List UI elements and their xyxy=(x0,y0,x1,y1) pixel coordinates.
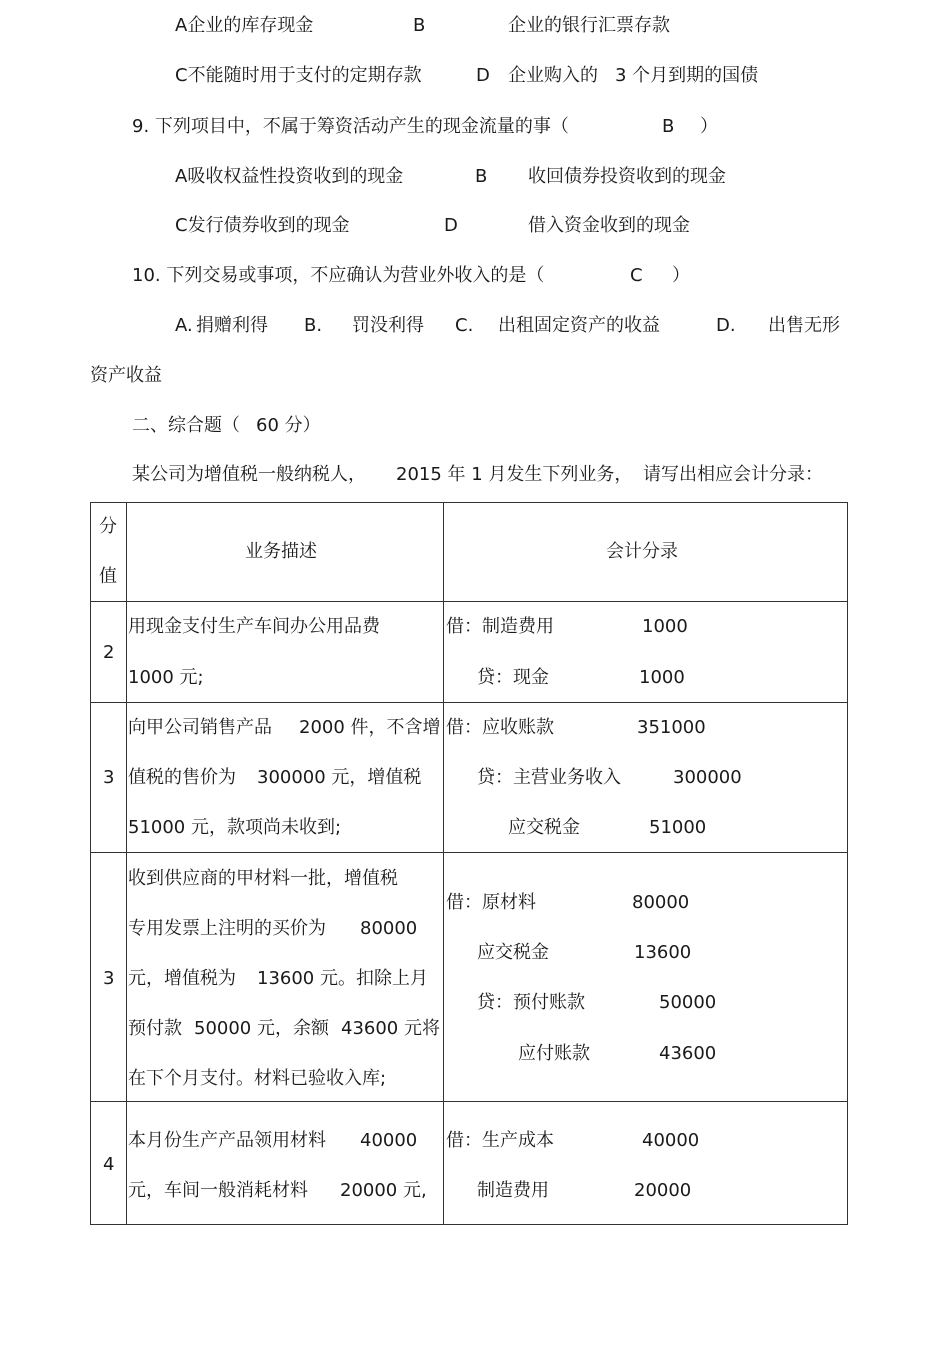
q10-option-a-letter: A. xyxy=(175,315,193,336)
row1-desc-line: 用现金支付生产车间办公用品费 xyxy=(128,616,380,637)
row1-entry-amount: 1000 xyxy=(639,667,685,688)
row4-entry-account: 借：生产成本 xyxy=(446,1130,554,1151)
row3-entry-account: 贷：预付账款 xyxy=(477,992,585,1013)
q10-option-a: 捐赠利得 xyxy=(196,315,268,336)
q10-close: ） xyxy=(672,265,690,286)
row4-desc-line: 40000 xyxy=(360,1130,418,1151)
row3-desc-line: 元，增值税为 xyxy=(128,968,236,989)
row2-score: 3 xyxy=(103,767,115,788)
q9-option-b-letter: B xyxy=(475,166,488,187)
q10-option-b: 罚没利得 xyxy=(352,315,424,336)
q8-option-d-letter: D xyxy=(476,65,490,86)
q9-option-d-letter: D xyxy=(444,215,458,236)
q8-option-c: C不能随时用于支付的定期存款 xyxy=(175,65,422,86)
row2-entry-account: 应交税金 xyxy=(508,817,580,838)
row3-desc-line: 13600 元。扣除上月 xyxy=(257,968,428,989)
row3-entry-amount: 13600 xyxy=(634,942,692,963)
row2-desc-line: 51000 元，款项尚未收到; xyxy=(128,817,342,838)
row3-desc-line: 收到供应商的甲材料一批，增值税 xyxy=(128,868,398,889)
row3-entry-amount: 80000 xyxy=(632,892,690,913)
section-intro-a: 某公司为增值税一般纳税人， xyxy=(132,464,366,485)
row3-desc-line: 专用发票上注明的买价为 xyxy=(128,918,326,939)
table-row-divider xyxy=(90,1101,848,1102)
section-intro-c: 请写出相应会计分录： xyxy=(643,464,823,485)
q10-stem: 10. 下列交易或事项，不应确认为营业外收入的是（ xyxy=(132,265,545,286)
row2-entry-amount: 351000 xyxy=(637,717,706,738)
q10-option-c: 出租固定资产的收益 xyxy=(498,315,660,336)
section-points: 60 分） xyxy=(256,415,321,436)
q10-option-d: 出售无形 xyxy=(768,315,840,336)
q9-stem: 9. 下列项目中，不属于筹资活动产生的现金流量的事（ xyxy=(132,116,569,137)
row4-entry-amount: 40000 xyxy=(642,1130,700,1151)
row2-entry-amount: 300000 xyxy=(673,767,742,788)
row1-entry-account: 借：制造费用 xyxy=(446,616,554,637)
row4-score: 4 xyxy=(103,1154,115,1175)
q9-close: ） xyxy=(700,116,718,137)
row2-entry-account: 借：应收账款 xyxy=(446,717,554,738)
q10-option-d-letter: D. xyxy=(716,315,736,336)
row1-desc-line: 1000 元; xyxy=(128,667,204,688)
header-entry: 会计分录 xyxy=(606,541,678,562)
q8-option-d: 企业购入的 xyxy=(508,65,598,86)
row1-score: 2 xyxy=(103,642,115,663)
row2-desc-line: 向甲公司销售产品 xyxy=(128,717,272,738)
row2-desc-line: 300000 元，增值税 xyxy=(257,767,422,788)
table-divider-score xyxy=(126,502,127,1225)
q8-option-a: A企业的库存现金 xyxy=(175,15,314,36)
q10-option-d-continued: 资产收益 xyxy=(90,365,162,386)
q10-answer: C xyxy=(630,265,643,286)
row2-desc-line: 值税的售价为 xyxy=(128,767,236,788)
table-border-bottom xyxy=(90,1224,848,1225)
row4-entry-amount: 20000 xyxy=(634,1180,692,1201)
q9-option-a: A吸收权益性投资收到的现金 xyxy=(175,166,404,187)
table-row-divider xyxy=(90,601,848,602)
table-border-right xyxy=(847,502,848,1225)
row3-desc-line: 80000 xyxy=(360,918,418,939)
row3-desc-line: 43600 元将 xyxy=(341,1018,440,1039)
row3-entry-account: 借：原材料 xyxy=(446,892,536,913)
section-intro-b: 2015 年 1 月发生下列业务， xyxy=(396,464,633,485)
row3-entry-amount: 50000 xyxy=(659,992,717,1013)
row2-entry-amount: 51000 xyxy=(649,817,707,838)
header-score-2: 值 xyxy=(99,566,117,587)
table-divider-desc xyxy=(443,502,444,1225)
q8-option-d-cont: 3 个月到期的国债 xyxy=(615,65,759,86)
row3-desc-line: 预付款 xyxy=(128,1018,182,1039)
row3-entry-account: 应交税金 xyxy=(477,942,549,963)
q9-option-d: 借入资金收到的现金 xyxy=(528,215,690,236)
row3-desc-line: 在下个月支付。材料已验收入库; xyxy=(128,1068,387,1089)
row3-desc-line: 50000 元，余额 xyxy=(194,1018,329,1039)
section-title: 二、综合题（ xyxy=(132,415,240,436)
row3-entry-amount: 43600 xyxy=(659,1043,717,1064)
row3-score: 3 xyxy=(103,968,115,989)
row1-entry-account: 贷：现金 xyxy=(477,667,549,688)
q9-option-b: 收回债券投资收到的现金 xyxy=(528,166,726,187)
row2-entry-account: 贷：主营业务收入 xyxy=(477,767,621,788)
q10-option-c-letter: C. xyxy=(455,315,474,336)
q8-option-b-letter: B xyxy=(413,15,426,36)
row4-entry-account: 制造费用 xyxy=(477,1180,549,1201)
row1-entry-amount: 1000 xyxy=(642,616,688,637)
row4-desc-line: 元，车间一般消耗材料 xyxy=(128,1180,308,1201)
row4-desc-line: 20000 元, xyxy=(340,1180,427,1201)
row3-entry-account: 应付账款 xyxy=(518,1043,590,1064)
q9-answer: B xyxy=(662,116,675,137)
header-score-1: 分 xyxy=(99,516,117,537)
q9-option-c: C发行债券收到的现金 xyxy=(175,215,350,236)
table-row-divider xyxy=(90,852,848,853)
q8-option-b: 企业的银行汇票存款 xyxy=(508,15,670,36)
table-border-top xyxy=(90,502,848,503)
row2-desc-line: 2000 件，不含增 xyxy=(299,717,441,738)
row4-desc-line: 本月份生产产品领用材料 xyxy=(128,1130,326,1151)
table-border-left xyxy=(90,502,91,1225)
header-description: 业务描述 xyxy=(245,541,317,562)
table-row-divider xyxy=(90,702,848,703)
q10-option-b-letter: B. xyxy=(304,315,323,336)
